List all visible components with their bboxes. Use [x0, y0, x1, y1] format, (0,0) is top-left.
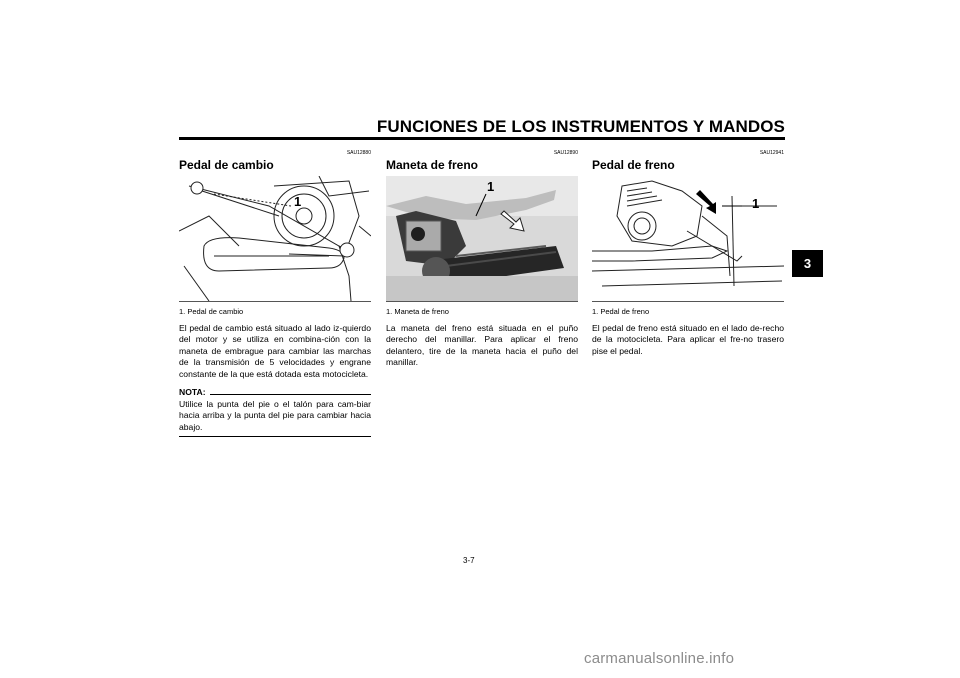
nota-end-rule — [179, 436, 371, 437]
nota-text: Utilice la punta del pie o el talón para cam-biar hacia arriba y la punta del pie para cambiar hacia abajo. — [179, 399, 371, 432]
section-code: SAU12880 — [346, 150, 371, 156]
section-code: SAU12941 — [759, 150, 784, 156]
section-title: Pedal de cambio — [179, 158, 274, 172]
figure-callout-number: 1 — [294, 194, 302, 209]
watermark[interactable]: carmanualsonline.info — [584, 650, 735, 667]
brake-pedal-figure — [592, 176, 784, 302]
section-title: Maneta de freno — [386, 158, 479, 172]
brake-lever-figure — [386, 176, 578, 302]
section-title: Pedal de freno — [592, 158, 675, 172]
brake-pedal-illustration — [592, 176, 784, 301]
shift-pedal-illustration — [179, 176, 371, 301]
section-body: La maneta del freno está situada en el puño derecho del manillar. Para aplicar el freno delantero, tire de la maneta hacia el puño del manillar. — [386, 323, 578, 368]
page-header-title: FUNCIONES DE LOS INSTRUMENTOS Y MANDOS — [376, 117, 785, 136]
section-brake-pedal — [592, 150, 784, 357]
section-brake-lever — [386, 150, 578, 369]
nota-header — [179, 387, 371, 397]
figure-callout-number: 1 — [487, 179, 495, 194]
nota-rule — [210, 394, 371, 395]
nota-label: NOTA: — [179, 387, 206, 398]
chapter-tab[interactable]: 3 — [792, 250, 823, 277]
section-body: El pedal de freno está situado en el lado de-recho de la motocicleta. Para aplicar el fre-no trasero pise el pedal. — [592, 323, 784, 356]
section-code: SAU12890 — [553, 150, 578, 156]
figure-caption: 1. Pedal de freno — [592, 307, 650, 316]
section-shift-pedal — [179, 150, 371, 437]
shift-pedal-figure — [179, 176, 371, 302]
figure-caption: 1. Pedal de cambio — [179, 307, 244, 316]
section-body: El pedal de cambio está situado al lado iz-quierdo del motor y se utiliza en combina-ción con la maneta de embrague para cambiar las marchas de la transmisión de 5 velocidades y engrane constante de la que está dotada esta motocicleta. — [179, 323, 371, 379]
brake-lever-photo — [386, 176, 578, 301]
page-number: 3-7 — [463, 556, 475, 565]
header-rule — [179, 137, 785, 140]
figure-callout-number: 1 — [752, 196, 760, 211]
figure-caption: 1. Maneta de freno — [386, 307, 449, 316]
